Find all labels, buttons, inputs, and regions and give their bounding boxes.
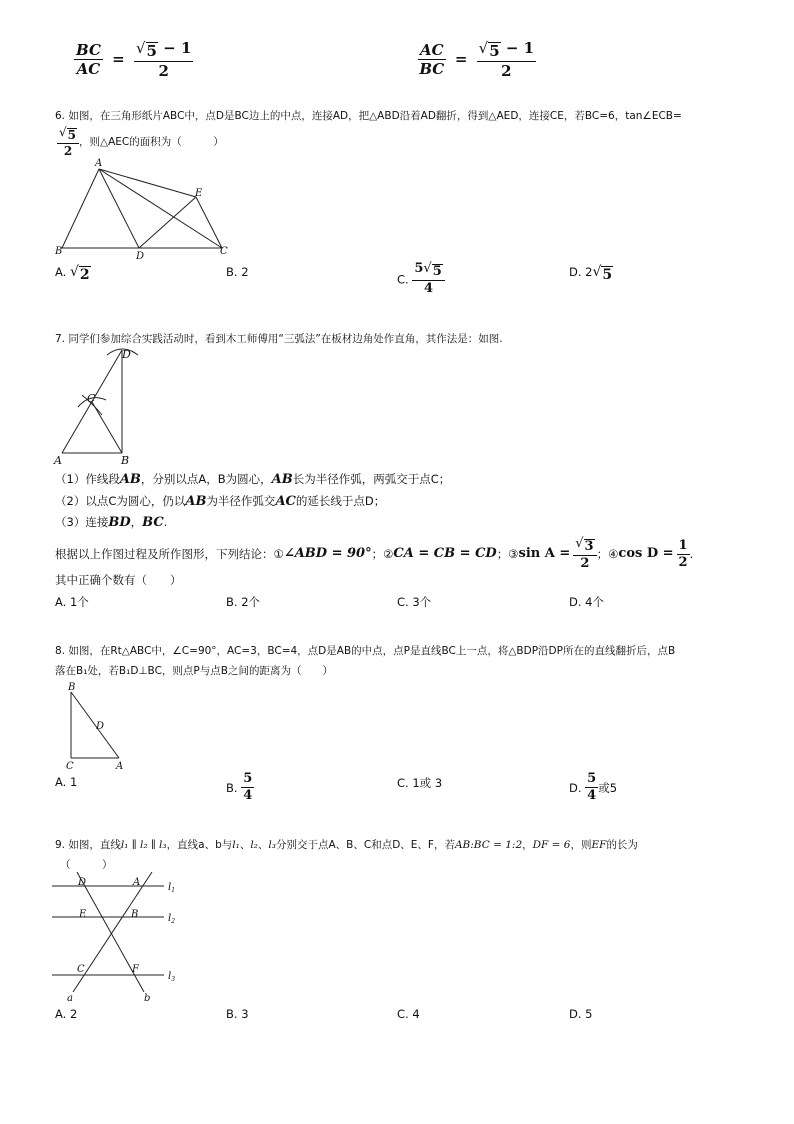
q8-option-d-prefix: D.	[569, 780, 582, 795]
q7-concl-m3-rad: 3	[584, 539, 594, 554]
q9-option-b[interactable]: B. 3	[226, 1007, 249, 1021]
q9-option-c[interactable]: C. 4	[397, 1007, 420, 1021]
formula-right-eq: =	[454, 49, 468, 68]
q6-text-line2: √ 5 2 ，则△AEC的面积为（ ）	[59, 125, 224, 159]
q9-figure	[52, 872, 182, 1008]
q6-option-c-den: 4	[424, 281, 434, 297]
q7-label-c: C	[87, 392, 96, 405]
q7-step1-m1: AB	[119, 472, 141, 487]
q8-option-a[interactable]: A. 1	[55, 775, 78, 789]
q9-text-m3: l₂	[250, 839, 258, 851]
q8-seg-ab	[71, 692, 119, 758]
q9-text-m1: l₁ ∥ l₂ ∥ l₃	[120, 839, 167, 851]
q6-option-d-prefix: D. 2	[569, 265, 593, 279]
q9-text-g: ，则	[570, 839, 592, 851]
q7-concl-b: ；②	[371, 547, 394, 562]
q9-text-m6: DF = 6	[532, 839, 571, 851]
q7-step3-m1: BD	[108, 515, 131, 530]
q9-text-m5: AB:BC = 1:2	[454, 839, 523, 851]
q7-step3-a: （3）连接	[55, 515, 109, 529]
q7-step3-m2: BC	[142, 515, 164, 530]
q7-concl-m3-den: 2	[580, 556, 590, 572]
q9-text-d: 、	[257, 839, 269, 851]
q7-concl-m4-den: 2	[678, 554, 688, 570]
q8-option-c[interactable]: C. 1或 3	[397, 776, 443, 790]
q6-seg-ec	[196, 197, 222, 248]
q6-seg-de	[139, 197, 196, 248]
q7-question: 其中正确个数有（ ）	[55, 573, 182, 587]
q9-text-m4: l₃	[268, 839, 276, 851]
q7-concl-m2: CA = CB = CD	[393, 546, 497, 562]
formula-right-tail: − 1	[500, 39, 535, 57]
q7-step1-b: ，分别以点A，B为圆心，	[140, 472, 272, 486]
q9-label-l1: $l_1$	[168, 882, 176, 894]
formula-left-tail: − 1	[157, 39, 192, 57]
q6-label-c: C	[220, 246, 228, 257]
q7-number: 7.	[55, 333, 66, 345]
q6-option-d[interactable]: D. 2 √ 5	[569, 264, 613, 283]
q9-label-a-point: A	[133, 877, 141, 888]
q7-concl-m4-num: 1	[677, 539, 690, 555]
q6-option-d-rad: 5	[602, 267, 613, 283]
q7-step1-a: （1）作线段	[55, 472, 120, 486]
q7-figure	[52, 345, 152, 470]
formula-left-eq: =	[112, 49, 125, 68]
q8-option-d[interactable]	[569, 772, 617, 804]
q8-stem: 如图，在Rt△ABC中，∠C=90°，AC=3，BC=4，点D是AB的中点，点P是直线BC上一点，将△BDP沿DP所在的直线翻折后，点B	[68, 645, 676, 657]
q6-option-c-rad: 5	[432, 264, 442, 279]
q6-seg-ab	[62, 169, 99, 248]
q6-figure	[52, 155, 232, 263]
q7-concl-m1: ∠ABD = 90°	[283, 546, 372, 562]
q7-step1-c: 长为半径作弧，两弧交于点C；	[292, 472, 451, 486]
q6-option-a-rad: 2	[79, 267, 90, 283]
q8-label-c: C	[66, 761, 74, 772]
q9-text-line2: （ ）	[60, 859, 113, 871]
q8-option-b[interactable]	[226, 772, 254, 804]
q8-option-d-tail: 或5	[598, 780, 618, 795]
formula-left-rad: 5	[146, 42, 157, 60]
q7-concl-m3: sin A =	[518, 546, 571, 562]
q7-concl-e: .	[689, 547, 694, 562]
q6-seg-ae	[99, 169, 196, 197]
q9-label-c: C	[77, 964, 85, 975]
formula-right-num: AC	[420, 40, 444, 59]
q9-label-l3: $l_3$	[168, 971, 176, 983]
q9-text-m7: EF	[591, 839, 607, 851]
q9-label-line-b: b	[144, 993, 151, 1004]
q7-option-d[interactable]: D. 4个	[569, 595, 604, 609]
q9-line-b	[73, 872, 152, 992]
q9-text-h: 的长为	[606, 839, 638, 851]
q8-option-d-den: 4	[587, 788, 597, 804]
q7-step1-m2: AB	[271, 472, 293, 487]
formula-right-rhs-den: 2	[501, 61, 512, 80]
q9-label-f: F	[132, 964, 139, 975]
formula-left-num: BC	[76, 40, 101, 59]
formula-left-den: AC	[76, 60, 101, 78]
q7-step1	[55, 471, 450, 488]
q7-concl-a: 根据以上作图过程及所作图形，下列结论：①	[55, 547, 284, 562]
q8-text-line2: 落在B₁处，若B₁D⊥BC，则点P与点B之间的距离为（ ）	[55, 665, 333, 677]
q6-label-b: B	[55, 246, 63, 257]
q9-text-c: 、	[239, 839, 251, 851]
q9-label-b-point: B	[131, 909, 139, 920]
q9-text-b: ，直线a、b与	[166, 839, 233, 851]
formula-right-rad: 5	[489, 42, 500, 60]
q6-seg-ac	[99, 169, 222, 248]
q8-text-line1	[55, 643, 675, 659]
q6-option-c-prefix: C.	[397, 272, 409, 287]
q9-option-a[interactable]: A. 2	[55, 1007, 78, 1021]
q7-step3-c: .	[163, 515, 168, 529]
q6-text-line1	[55, 108, 682, 124]
q6-option-c[interactable]: C. 5 √ 5 4	[397, 262, 445, 297]
q8-number: 8.	[55, 645, 66, 657]
q6-frac-rad: 5	[67, 128, 77, 142]
q7-option-c[interactable]: C. 3个	[397, 595, 432, 609]
q7-step2	[55, 493, 385, 510]
q6-number: 6.	[55, 110, 66, 122]
q7-label-d: D	[122, 348, 131, 361]
q6-seg-ad	[99, 169, 139, 248]
q7-step2-b: 为半径作弧交	[206, 494, 276, 508]
q8-label-d: D	[96, 721, 105, 732]
q6-stem: 如图，在三角形纸片ABC中，点D是BC边上的中点，连接AD，把△ABD沿着AD翻折，得到△AED，连接CE，若BC=6，tan∠ECB=	[68, 110, 682, 122]
q8-label-b: B	[68, 682, 76, 693]
q8-label-a: A	[116, 761, 124, 772]
q7-step2-c: 的延长线于点D；	[295, 494, 386, 508]
q7-step2-m1: AB	[185, 494, 207, 509]
q6-stem-2: ，则△AEC的面积为（ ）	[79, 136, 224, 149]
formula-right-den: BC	[419, 60, 445, 78]
q6-option-a[interactable]: A. √ 2	[55, 264, 90, 283]
q9-number: 9.	[55, 839, 66, 851]
q9-label-line-a: a	[67, 993, 73, 1004]
q6-option-c-coef: 5	[414, 261, 424, 276]
formula-left-rhs-den: 2	[158, 61, 169, 80]
q7-stem: 同学们参加综合实践活动时，看到木工师傅用“三弧法”在板材边角处作直角，其作法是：如图.	[68, 333, 503, 345]
q9-text-line1	[55, 837, 638, 853]
q9-text-e: 分别交于点A、B、C和点D、E、F，若	[275, 839, 455, 851]
q7-label-a: A	[54, 454, 62, 467]
q6-frac-den: 2	[63, 144, 73, 159]
q9-label-d: D	[78, 877, 87, 888]
q6-label-e: E	[195, 188, 203, 199]
q7-step2-m2: AC	[275, 494, 296, 509]
formula-bc-over-ac: $\frac{BC}{AC}$ = √ 5 − 1 2	[76, 39, 192, 80]
q7-step2-a: （2）以点C为圆心，仍以	[55, 494, 186, 508]
q7-concl-c: ；③	[496, 547, 519, 562]
q7-option-a[interactable]: A. 1个	[55, 595, 89, 609]
q8-option-b-den: 4	[243, 788, 253, 804]
q8-option-b-prefix: B.	[226, 780, 238, 795]
q9-label-e: E	[79, 909, 87, 920]
q7-concl-d: ；④	[596, 547, 619, 562]
q7-conclusions: 根据以上作图过程及所作图形，下列结论：① ∠ABD = 90° ；② CA = CB = CD ；③ sin A = √ 3 2 ；④ cos D = $\frac{1}{2}$ .	[55, 536, 694, 572]
q8-figure	[62, 680, 132, 774]
q6-label-a: A	[95, 158, 103, 169]
q8-option-b-num: 5	[241, 772, 254, 788]
q7-seg-bc	[92, 402, 122, 453]
q9-text-a: 如图，直线	[68, 839, 121, 851]
formula-ac-over-bc: $\frac{AC}{BC}$ = √ 5 − 1 2	[419, 39, 535, 80]
q6-option-b[interactable]: B. 2	[226, 265, 249, 279]
q9-option-d[interactable]: D. 5	[569, 1007, 593, 1021]
q9-text-m2: l₁	[232, 839, 240, 851]
q7-label-b: B	[121, 454, 130, 467]
q6-option-a-prefix: A.	[55, 265, 67, 279]
q9-label-l2: $l_2$	[168, 913, 176, 925]
q7-concl-m4: cos D =	[618, 546, 674, 562]
q9-text-f: ，	[522, 839, 533, 851]
q7-step3-b: ，	[130, 515, 143, 529]
q6-label-d: D	[136, 251, 145, 262]
q7-step3	[55, 514, 167, 531]
q8-option-d-num: 5	[585, 772, 598, 788]
q7-option-b[interactable]: B. 2个	[226, 595, 261, 609]
